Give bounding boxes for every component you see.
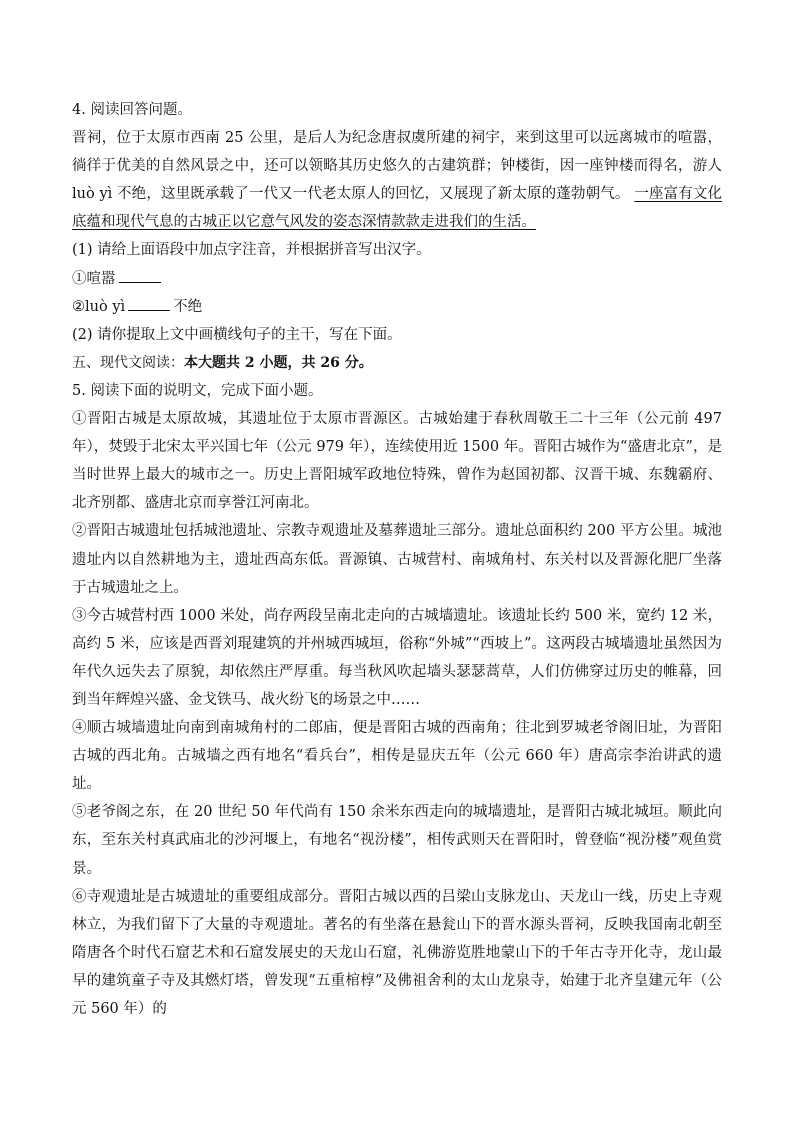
passage-paragraph-4: ④顺古城墙遗址向南到南城角村的二郎庙，便是晋阳古城的西南角；往北到罗城老爷阁旧址，为晋阳古城的西北角。古城墙之西有地名“看兵台”，相传是显庆五年（公元 660 年）唐高宗李治讲武的遗址。 [72,720,722,793]
section-5-heading [72,349,722,377]
passage-paragraph-5: ⑤老爷阁之东，在 20 世纪 50 年代尚有 150 余米东西走向的城墙遗址，是晋阳古城北城垣。顺此向东，至东关村真武庙北的沙河堰上，有地名“视汾楼”，相传武则天在晋阳时，曾登临“视汾楼”观鱼赏景。 [72,804,722,877]
passage-paragraph-1: ①晋阳古城是太原故城，其遗址位于太原市晋源区。古城始建于春秋周敬王二十三年（公元前 497 年），焚毁于北宋太平兴国七年（公元 979 年），连续使用近 1500 年。晋阳古城作为“盛唐北京”，是当时世界上最大的城市之一。历史上晋阳城军政地位特殊，曾作为赵国初都、汉晋干城、东魏霸府、北齐别都、盛唐北京而享誉江河南北。 [72,411,722,512]
section-detail: 本大题共 2 小题，共 26 分。 [184,354,373,371]
underlined-sentence: 一座富有文化底蕴和现代气息的古城正以它意气风发的姿态深情款款走进我们的生活。 [72,186,723,231]
document-body [72,96,722,1023]
question-5-title: 5. 阅读下面的说明文，完成下面小题。 [72,382,323,399]
question-4-item-1 [72,265,722,293]
passage-paragraph-6: ⑥寺观遗址是古城遗址的重要组成部分。晋阳古城以西的吕梁山支脉龙山、天龙山一线，历史上寺观林立，为我们留下了大量的寺观遗址。著名的有坐落在悬瓮山下的晋水源头晋祠，反映我国南北朝至隋唐各个时代石窟艺术和石窟发展史的天龙山石窟，礼佛游览胜地蒙山下的千年古寺开化寺，龙山最早的建筑童子寺及其燃灯塔，曾发现“五重棺椁”及佛祖舍利的太山龙泉寺，始建于北齐皇建元年（公元 560 年）的 [72,888,722,1017]
question-4-sub-2: (2) 请你提取上文中画横线句子的主干，写在下面。 [72,326,402,343]
item-1-label: ①喧嚣 [72,270,116,287]
answer-blank[interactable] [119,268,161,283]
question-4-item-2 [72,293,722,321]
passage-paragraph-2: ②晋阳古城遗址包括城池遗址、宗教寺观遗址及墓葬遗址三部分。遗址总面积约 200 平方公里。城池遗址内以自然耕地为主，遗址西高东低。晋源镇、古城营村、南城角村、东关村以及晋源化肥厂坐落于古城遗址之上。 [72,523,722,596]
question-4-passage [72,124,722,236]
answer-blank[interactable] [128,296,170,311]
question-4-sub-1: (1) 请给上面语段中加点字注音，并根据拼音写出汉字。 [72,242,431,259]
item-2-suffix: 不绝 [173,298,203,315]
item-2-label: ②luò yì [72,298,126,315]
question-4-title: 4. 阅读回答问题。 [72,102,192,118]
passage-paragraph-3: ③今古城营村西 1000 米处，尚存两段呈南北走向的古城墙遗址。该遗址长约 500 米，宽约 12 米，高约 5 米，应该是西晋刘琨建筑的并州城西城垣，俗称“外城”“西坡上”。这两段古城墙遗址虽然因为年代久远失去了原貌，却依然庄严厚重。每当秋风吹起墙头瑟瑟蒿草，人们仿佛穿过历史的帷幕，回到当年辉煌兴盛、金戈铁马、战火纷飞的场景之中…… [72,607,722,708]
section-label: 五、现代文阅读： [72,354,184,371]
passage-text: 晋祠，位于太原市西南 25 公里，是后人为纪念唐叔虞所建的祠宇，来到这里可以远离城市的喧嚣，徜徉于优美的自然风景之中，还可以领略其历史悠久的古建筑群；钟楼街，因一座钟楼而得名，游人 luò yì 不绝，这里既承载了一代又一代老太原人的回忆，又展现了新太原的蓬勃朝气。 [72,130,722,203]
